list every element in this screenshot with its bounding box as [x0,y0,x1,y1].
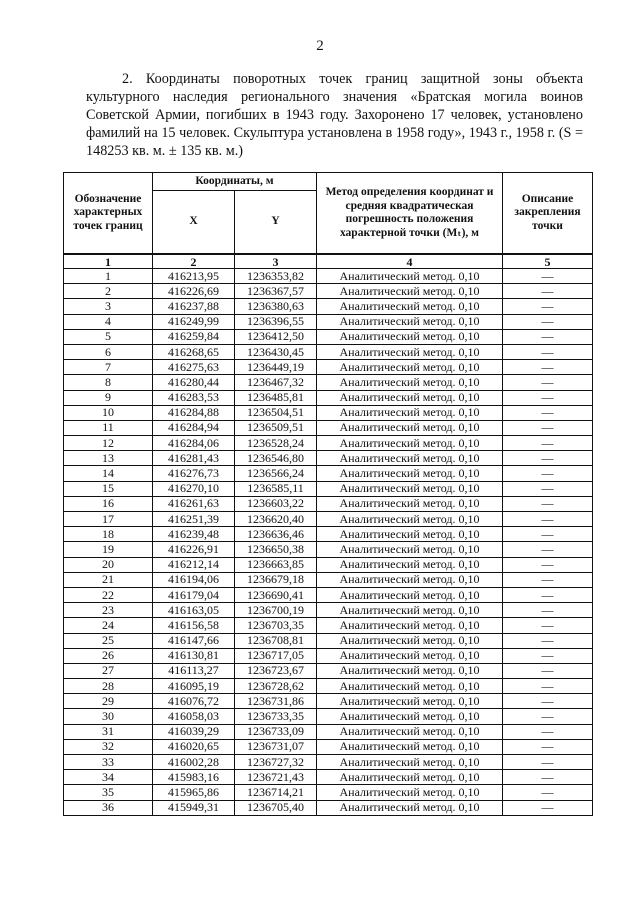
cell-x-coordinate: 416226,91 [153,542,235,557]
cell-x-coordinate: 416251,39 [153,512,235,527]
cell-method: Аналитический метод. 0,10 [317,360,503,375]
cell-y-coordinate: 1236449,19 [235,360,317,375]
cell-x-coordinate: 416020,65 [153,739,235,754]
cell-point-number: 29 [64,694,153,709]
cell-point-number: 3 [64,299,153,314]
cell-x-coordinate: 416281,43 [153,451,235,466]
cell-method: Аналитический метод. 0,10 [317,466,503,481]
cell-description: — [503,390,593,405]
column-number: 5 [503,254,593,269]
cell-point-number: 14 [64,466,153,481]
cell-x-coordinate: 416147,66 [153,633,235,648]
table-row [64,679,593,694]
cell-description: — [503,360,593,375]
cell-description: — [503,694,593,709]
cell-y-coordinate: 1236353,82 [235,269,317,284]
cell-method: Аналитический метод. 0,10 [317,785,503,800]
cell-method: Аналитический метод. 0,10 [317,663,503,678]
cell-x-coordinate: 416039,29 [153,724,235,739]
cell-y-coordinate: 1236546,80 [235,451,317,466]
cell-method: Аналитический метод. 0,10 [317,481,503,496]
cell-x-coordinate: 416237,88 [153,299,235,314]
cell-point-number: 33 [64,755,153,770]
cell-description: — [503,375,593,390]
table-row [64,587,593,602]
cell-x-coordinate: 416163,05 [153,603,235,618]
cell-y-coordinate: 1236728,62 [235,679,317,694]
column-number: 4 [317,254,503,269]
cell-point-number: 32 [64,739,153,754]
cell-method: Аналитический метод. 0,10 [317,739,503,754]
cell-y-coordinate: 1236509,51 [235,420,317,435]
cell-description: — [503,481,593,496]
table-row [64,436,593,451]
table-row [64,663,593,678]
cell-point-number: 5 [64,329,153,344]
cell-y-coordinate: 1236367,57 [235,284,317,299]
cell-x-coordinate: 416280,44 [153,375,235,390]
cell-description: — [503,572,593,587]
cell-y-coordinate: 1236485,81 [235,390,317,405]
cell-point-number: 31 [64,724,153,739]
cell-y-coordinate: 1236679,18 [235,572,317,587]
cell-description: — [503,587,593,602]
cell-x-coordinate: 416239,48 [153,527,235,542]
cell-description: — [503,314,593,329]
cell-method: Аналитический метод. 0,10 [317,587,503,602]
cell-x-coordinate: 416058,03 [153,709,235,724]
table-row [64,481,593,496]
page-number: 2 [316,38,324,54]
cell-point-number: 26 [64,648,153,663]
table-row [64,785,593,800]
cell-point-number: 7 [64,360,153,375]
column-number: 2 [153,254,235,269]
table-row [64,269,593,284]
header-y: Y [235,191,317,255]
cell-description: — [503,800,593,815]
cell-y-coordinate: 1236700,19 [235,603,317,618]
table-row [64,770,593,785]
table-row [64,329,593,344]
cell-point-number: 24 [64,618,153,633]
cell-point-number: 1 [64,269,153,284]
cell-description: — [503,451,593,466]
cell-y-coordinate: 1236380,63 [235,299,317,314]
cell-description: — [503,512,593,527]
cell-point-number: 20 [64,557,153,572]
cell-method: Аналитический метод. 0,10 [317,724,503,739]
cell-x-coordinate: 415949,31 [153,800,235,815]
cell-x-coordinate: 415965,86 [153,785,235,800]
cell-description: — [503,770,593,785]
cell-point-number: 36 [64,800,153,815]
cell-description: — [503,724,593,739]
cell-method: Аналитический метод. 0,10 [317,451,503,466]
cell-method: Аналитический метод. 0,10 [317,512,503,527]
cell-point-number: 8 [64,375,153,390]
cell-point-number: 2 [64,284,153,299]
cell-method: Аналитический метод. 0,10 [317,755,503,770]
table-row [64,542,593,557]
cell-description: — [503,344,593,359]
cell-y-coordinate: 1236703,35 [235,618,317,633]
cell-x-coordinate: 416275,63 [153,360,235,375]
cell-description: — [503,739,593,754]
cell-y-coordinate: 1236663,85 [235,557,317,572]
cell-description: — [503,709,593,724]
cell-point-number: 9 [64,390,153,405]
cell-y-coordinate: 1236636,46 [235,527,317,542]
cell-y-coordinate: 1236430,45 [235,344,317,359]
cell-method: Аналитический метод. 0,10 [317,618,503,633]
cell-description: — [503,633,593,648]
table-row [64,709,593,724]
cell-point-number: 22 [64,587,153,602]
table-row [64,739,593,754]
cell-point-number: 35 [64,785,153,800]
cell-x-coordinate: 416259,84 [153,329,235,344]
cell-y-coordinate: 1236585,11 [235,481,317,496]
table-row [64,284,593,299]
cell-description: — [503,466,593,481]
cell-description: — [503,603,593,618]
table-row [64,512,593,527]
cell-x-coordinate: 416283,53 [153,390,235,405]
cell-y-coordinate: 1236603,22 [235,496,317,511]
cell-x-coordinate: 416249,99 [153,314,235,329]
cell-x-coordinate: 416194,06 [153,572,235,587]
cell-y-coordinate: 1236721,43 [235,770,317,785]
cell-description: — [503,679,593,694]
table-header [64,173,593,269]
cell-y-coordinate: 1236727,32 [235,755,317,770]
cell-x-coordinate: 416002,28 [153,755,235,770]
table-row [64,344,593,359]
cell-y-coordinate: 1236396,55 [235,314,317,329]
cell-point-number: 17 [64,512,153,527]
cell-x-coordinate: 416113,27 [153,663,235,678]
cell-method: Аналитический метод. 0,10 [317,633,503,648]
cell-method: Аналитический метод. 0,10 [317,709,503,724]
cell-method: Аналитический метод. 0,10 [317,557,503,572]
table-body [64,269,593,816]
cell-x-coordinate: 416156,58 [153,618,235,633]
table-row [64,360,593,375]
cell-method: Аналитический метод. 0,10 [317,800,503,815]
table-row [64,527,593,542]
cell-description: — [503,329,593,344]
cell-point-number: 18 [64,527,153,542]
table-row [64,375,593,390]
cell-point-number: 16 [64,496,153,511]
cell-y-coordinate: 1236723,67 [235,663,317,678]
cell-method: Аналитический метод. 0,10 [317,375,503,390]
cell-description: — [503,284,593,299]
cell-method: Аналитический метод. 0,10 [317,679,503,694]
table-row [64,648,593,663]
cell-x-coordinate: 416095,19 [153,679,235,694]
cell-point-number: 23 [64,603,153,618]
cell-description: — [503,269,593,284]
cell-method: Аналитический метод. 0,10 [317,648,503,663]
cell-point-number: 27 [64,663,153,678]
table-row [64,299,593,314]
cell-method: Аналитический метод. 0,10 [317,344,503,359]
cell-y-coordinate: 1236714,21 [235,785,317,800]
table-caption [86,70,583,160]
cell-description: — [503,542,593,557]
cell-point-number: 30 [64,709,153,724]
cell-description: — [503,420,593,435]
cell-y-coordinate: 1236620,40 [235,512,317,527]
table-row [64,800,593,815]
cell-y-coordinate: 1236733,09 [235,724,317,739]
cell-description: — [503,785,593,800]
cell-description: — [503,557,593,572]
cell-method: Аналитический метод. 0,10 [317,420,503,435]
table-row [64,405,593,420]
header-description: Описание закрепления точки [503,173,593,255]
header-point: Обозначение характерных точек границ [64,173,153,255]
cell-x-coordinate: 416284,88 [153,405,235,420]
cell-method: Аналитический метод. 0,10 [317,496,503,511]
cell-description: — [503,527,593,542]
cell-method: Аналитический метод. 0,10 [317,314,503,329]
cell-point-number: 15 [64,481,153,496]
cell-method: Аналитический метод. 0,10 [317,603,503,618]
cell-method: Аналитический метод. 0,10 [317,436,503,451]
coordinates-table [63,172,593,816]
cell-method: Аналитический метод. 0,10 [317,694,503,709]
cell-y-coordinate: 1236731,86 [235,694,317,709]
cell-y-coordinate: 1236528,24 [235,436,317,451]
cell-point-number: 13 [64,451,153,466]
cell-point-number: 6 [64,344,153,359]
table-row [64,314,593,329]
cell-x-coordinate: 416213,95 [153,269,235,284]
table-row [64,755,593,770]
cell-method: Аналитический метод. 0,10 [317,770,503,785]
cell-x-coordinate: 416276,73 [153,466,235,481]
cell-description: — [503,755,593,770]
cell-x-coordinate: 415983,16 [153,770,235,785]
cell-method: Аналитический метод. 0,10 [317,542,503,557]
cell-x-coordinate: 416076,72 [153,694,235,709]
cell-y-coordinate: 1236412,50 [235,329,317,344]
cell-description: — [503,663,593,678]
cell-method: Аналитический метод. 0,10 [317,390,503,405]
column-number: 3 [235,254,317,269]
table-row [64,724,593,739]
table-row [64,572,593,587]
table-row [64,633,593,648]
header-x: X [153,191,235,255]
cell-point-number: 4 [64,314,153,329]
cell-description: — [503,648,593,663]
cell-point-number: 28 [64,679,153,694]
header-coords: Координаты, м [153,173,317,191]
caption-text: 2. Координаты поворотных точек границ защитной зоны объекта культурного наследия регионального значения «Братская могила воинов Советской Армии, погибших в 1943 году. Захоронено 17 человек, установлено фамилий на 15 человек. Скульптура установлена в 1958 году», 1943 г., 1958 г. (S = 148253 кв. м. ± 135 кв. м.) [86,71,583,159]
cell-y-coordinate: 1236504,51 [235,405,317,420]
cell-point-number: 19 [64,542,153,557]
cell-method: Аналитический метод. 0,10 [317,329,503,344]
cell-x-coordinate: 416268,65 [153,344,235,359]
cell-method: Аналитический метод. 0,10 [317,527,503,542]
table-row [64,390,593,405]
table-row [64,603,593,618]
cell-y-coordinate: 1236566,24 [235,466,317,481]
cell-y-coordinate: 1236467,32 [235,375,317,390]
cell-x-coordinate: 416130,81 [153,648,235,663]
column-numbers-row [64,254,593,269]
table-row [64,694,593,709]
cell-description: — [503,496,593,511]
table-row [64,557,593,572]
cell-y-coordinate: 1236717,05 [235,648,317,663]
cell-y-coordinate: 1236690,41 [235,587,317,602]
cell-method: Аналитический метод. 0,10 [317,299,503,314]
column-number: 1 [64,254,153,269]
cell-description: — [503,405,593,420]
cell-y-coordinate: 1236650,38 [235,542,317,557]
cell-point-number: 25 [64,633,153,648]
cell-x-coordinate: 416284,94 [153,420,235,435]
cell-point-number: 12 [64,436,153,451]
cell-description: — [503,299,593,314]
header-method: Метод определения координат и средняя квадратическая погрешность положения характерной точки (Mₜ), м [317,173,503,255]
cell-point-number: 11 [64,420,153,435]
cell-method: Аналитический метод. 0,10 [317,572,503,587]
cell-x-coordinate: 416270,10 [153,481,235,496]
cell-y-coordinate: 1236731,07 [235,739,317,754]
cell-x-coordinate: 416261,63 [153,496,235,511]
table-row [64,451,593,466]
table-row [64,618,593,633]
cell-point-number: 10 [64,405,153,420]
cell-description: — [503,436,593,451]
table-row [64,420,593,435]
cell-x-coordinate: 416226,69 [153,284,235,299]
cell-y-coordinate: 1236708,81 [235,633,317,648]
cell-point-number: 21 [64,572,153,587]
cell-y-coordinate: 1236733,35 [235,709,317,724]
table-row [64,466,593,481]
cell-method: Аналитический метод. 0,10 [317,405,503,420]
cell-description: — [503,618,593,633]
table-row [64,496,593,511]
cell-x-coordinate: 416179,04 [153,587,235,602]
cell-y-coordinate: 1236705,40 [235,800,317,815]
cell-point-number: 34 [64,770,153,785]
cell-method: Аналитический метод. 0,10 [317,284,503,299]
cell-x-coordinate: 416212,14 [153,557,235,572]
cell-method: Аналитический метод. 0,10 [317,269,503,284]
cell-x-coordinate: 416284,06 [153,436,235,451]
